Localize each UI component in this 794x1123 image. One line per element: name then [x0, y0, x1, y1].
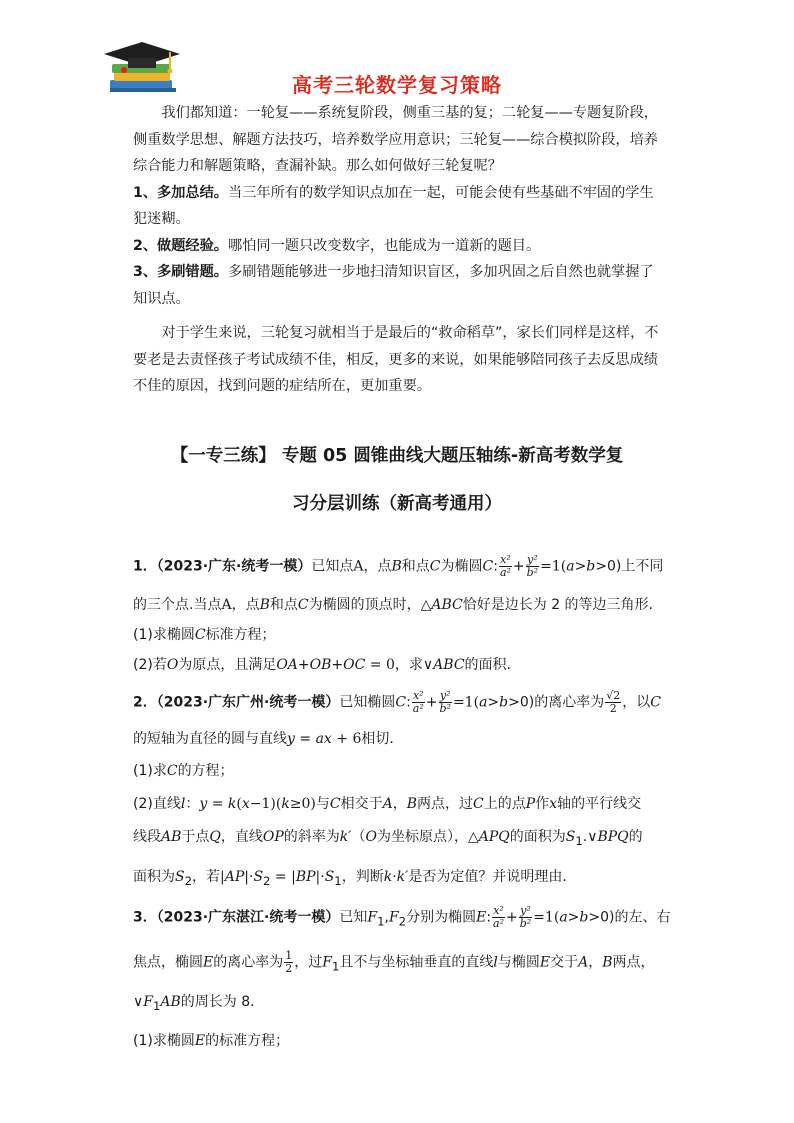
question-3-line-2: 焦点，椭圆E的离心率为 $\frac{1}{2}$ ，过$F_1$且不与坐标轴垂直的直线l与椭圆E交于A，B两点， [133, 949, 655, 975]
tip-heading: 1、多加总结。 [133, 184, 228, 201]
q2-text: 的离心率为 [534, 694, 605, 711]
fraction: $\frac{\text{y²}}{\text{b²}}$ [519, 904, 532, 930]
section-title-line-1: 【一专三练】 专题 05 圆锥曲线大题压轴练-新高考数学复 [170, 446, 624, 466]
q2-text: 相切. [361, 731, 394, 747]
question-1-line-2: 的三个点.当点A，点B和点C为椭圆的顶点时，△ABC恰好是边长为 2 的等边三角形. [133, 597, 654, 613]
section-title [133, 432, 661, 528]
q1-text: ，求 [394, 657, 423, 673]
tip-heading: 3、多刷错题。 [133, 264, 228, 280]
closing-paragraph: 对于学生来说，三轮复习就相当于是最后的“救命稻草”，家长们同样是这样，不要老是去责怪孩子考试成绩不佳，相反，更多的来说，如果能够陪同孩子去反思成绩不佳的原因，找到问题的症结所在，更加重要。 [133, 325, 659, 394]
q2-text: 为坐标原点）， [376, 829, 468, 845]
question-2-sub-1: (1)求C的方程； [133, 763, 234, 779]
fraction: $\frac{1}{2}$ [285, 949, 293, 975]
q2-text: 的方程； [177, 763, 234, 779]
question-number: 2． [133, 694, 157, 711]
q1-text: 恰好是边长为 2 的等边三角形. [462, 597, 654, 613]
q1-text: 和点 [401, 558, 430, 575]
q3-text: 的左、右 [614, 909, 671, 926]
q2-text: 于点 [181, 829, 210, 845]
q1-text: 为椭圆 [440, 558, 483, 575]
fraction: $\frac{\text{x²}}{\text{a²}}$ [499, 553, 511, 579]
q3-text: ，过 [294, 954, 323, 971]
q3-text: 焦点，椭圆 [133, 954, 203, 971]
question-2-sub-2: (2)直线l：y = k(x−1)(k≥0)与C相交于A，B两点，过C上的点P作x轴的平行线交 [133, 796, 642, 812]
q2-text: 的短轴为直径的圆与直线 [133, 731, 287, 747]
q3-text: 的离心率为 [213, 954, 284, 971]
q2-text: ，若 [192, 869, 221, 885]
q3-text: 的周长为 8． [180, 994, 265, 1010]
tip-3 [133, 259, 661, 312]
q3-text: 的标准方程； [205, 1033, 290, 1049]
q1-text: 标准方程； [205, 627, 276, 643]
question-3-line-1: 3．（2023·广东湛江·统考一模）已知$F_1,F_2$分别为椭圆E: $\frac{\text{x²}}{\text{a²}}$ + $\frac{\text{y²}}{\text{b²}}$ =1(a>b>0)的左、右 [133, 904, 671, 930]
q3-text: 且不与坐标轴垂直的直线 [339, 954, 494, 971]
tip-text: 当三年所有的数学知识点加在一起，可能会使有些基础不牢固的学生犯迷糊。 [133, 184, 654, 227]
question-source: （2023·广东广州·统考一模） [156, 694, 340, 711]
tip-2 [133, 233, 661, 260]
q1-text: ，点 [363, 558, 392, 575]
tip-heading: 2、做题经验。 [133, 237, 228, 254]
q1-text: 上不同 [621, 558, 664, 575]
question-number: 1． [133, 558, 157, 575]
tip-1 [133, 180, 661, 233]
section-title-line-2: 习分层训练（新高考通用） [292, 494, 502, 514]
q2-text: 面积为 [133, 869, 175, 885]
q2-text: 的斜率为 [283, 829, 340, 845]
q2-text: 相交于 [340, 796, 383, 812]
question-2-line-4: 线段AB于点Q，直线OP的斜率为k′（O为坐标原点），△APQ的面积为$S_1.\vee BPQ$的 [133, 829, 643, 848]
question-3-line-3: $\vee F_1AB$的周长为 8． [133, 994, 265, 1013]
question-number: 3． [133, 909, 157, 926]
q3-text: 分别为椭圆 [406, 909, 477, 926]
q2-text: (2)直线 [133, 796, 181, 812]
fraction: $\frac{√2}{2}$ [606, 689, 621, 715]
q2-text: ，以 [622, 694, 651, 711]
tip-text: 哪怕同一题只改变数字，也能成为一道新的题目。 [228, 237, 541, 254]
intro-section [133, 100, 661, 312]
question-3-sub-1: (1)求椭圆E的标准方程； [133, 1033, 290, 1049]
q1-text: (1)求椭圆 [133, 627, 195, 643]
q3-text: 交于 [550, 954, 579, 971]
q2-text: 与 [315, 796, 330, 812]
fraction: $\frac{\text{y²}}{\text{b²}}$ [526, 553, 539, 579]
q2-text: 两点，过 [417, 796, 474, 812]
q2-text: ，直线 [220, 829, 263, 845]
q1-text: ，点 [231, 597, 260, 613]
q2-text: 是否为定值？并说明理由. [408, 869, 567, 885]
q1-text: (2)若 [133, 657, 167, 673]
fraction: $\frac{\text{x²}}{\text{a²}}$ [493, 904, 505, 930]
q2-text: 的面积为 [509, 829, 566, 845]
q3-text: 已知 [339, 909, 368, 926]
page-title: 高考三轮数学复习策略 [292, 73, 502, 97]
q3-text: (1)求椭圆 [133, 1033, 195, 1049]
q2-text: （ [351, 829, 366, 845]
intro-paragraph: 我们都知道：一轮复——系统复阶段，侧重三基的复；二轮复——专题复阶段，侧重数学思想、解题方法技巧，培养数学应用意识；三轮复——综合模拟阶段，培养综合能力和解题策略，查漏补缺。那么如何做好三轮复呢？ [133, 105, 658, 174]
q2-text: 线段 [133, 829, 161, 845]
question-source: （2023·广东湛江·统考一模） [156, 909, 340, 926]
tip-text: 多刷错题能够进一步地扫清知识盲区，多加巩固之后自然也就掌握了知识点。 [133, 264, 654, 307]
q1-text: 为原点，且满足 [178, 657, 277, 673]
q2-text: 作 [535, 796, 550, 812]
q3-text: 两点， [612, 954, 655, 971]
q2-text: 的 [628, 829, 643, 845]
q2-text: (1)求 [133, 763, 167, 779]
fraction: $\frac{\text{y²}}{\text{b²}}$ [439, 689, 451, 715]
question-2-line-1: 2．（2023·广东广州·统考一模）已知椭圆C: $\frac{\text{x²}}{\text{a²}}$ + $\frac{\text{y²}}{\text{b²}}$ =1(a>b>0)的离心率为 $\frac{√2}{2}$ ，以C [133, 689, 661, 715]
q1-text: 和点 [269, 597, 298, 613]
question-2-line-2: 的短轴为直径的圆与直线y = ax + 6相切. [133, 731, 394, 747]
q1-text: 的三个点.当点 [133, 597, 222, 613]
q2-text: 上的点 [483, 796, 526, 812]
q1-text: 已知点 [311, 558, 354, 575]
question-1-sub-1: (1)求椭圆C标准方程； [133, 627, 276, 643]
q1-text: 的面积. [464, 657, 511, 673]
q2-text: 轴的平行线交 [557, 796, 642, 812]
fraction: $\frac{\text{x²}}{\text{a²}}$ [412, 689, 424, 715]
q3-text: 与椭圆 [497, 954, 540, 971]
q2-text: 已知椭圆 [339, 694, 396, 711]
question-1-sub-2: (2)若O为原点，且满足OA+OB+OC = 0，求∨ABC的面积. [133, 657, 511, 673]
closing-section [133, 320, 661, 400]
q1-text: 为椭圆的顶点时， [308, 597, 421, 613]
q2-text: ，判断 [341, 869, 384, 885]
question-2-line-5: 面积为$S_2$，若$|AP|\cdot S_2 = |BP|\cdot S_1$，判断k·k′是否为定值？并说明理由. [133, 869, 567, 888]
question-source: （2023·广东·统考一模） [156, 558, 312, 575]
question-1-line-1: 1．（2023·广东·统考一模）已知点A，点B和点C为椭圆C: $\frac{\text{x²}}{\text{a²}}$ + $\frac{\text{y²}}{\text{b²}}$ =1(a>b>0)上不同 [133, 553, 664, 579]
